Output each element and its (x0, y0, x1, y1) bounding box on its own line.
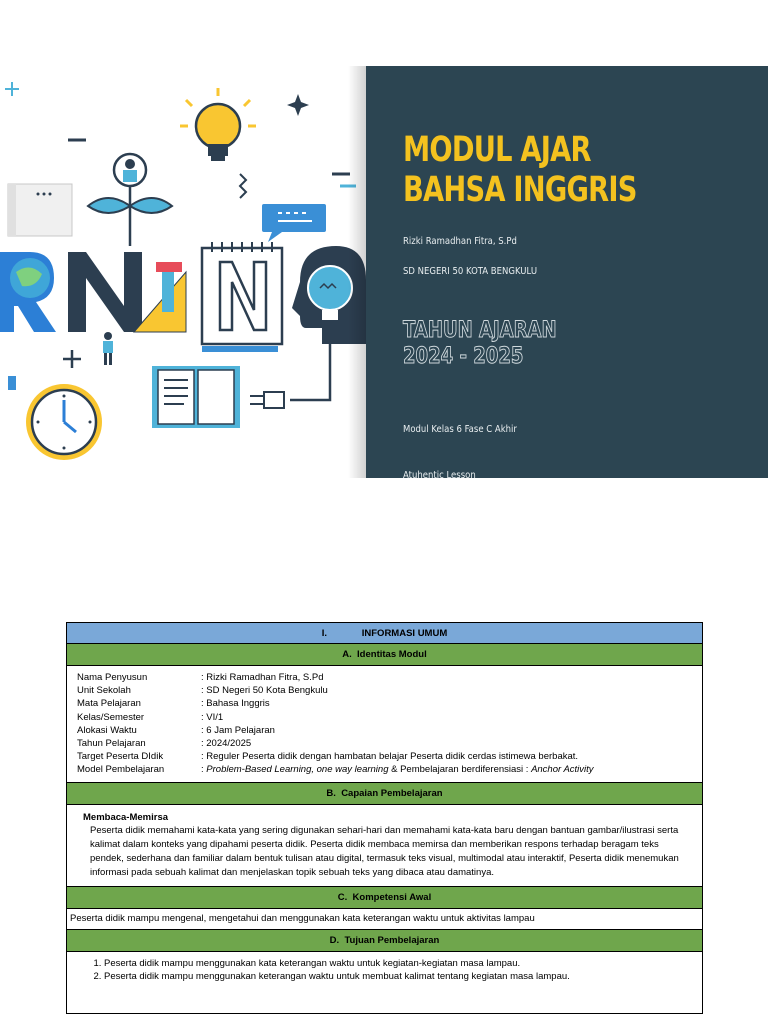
cover-title-line2: BAHSA INGGRIS (403, 170, 637, 210)
identitas-content (67, 666, 703, 783)
sparkle-icon (5, 82, 19, 96)
identitas-value: : Reguler Peserta didik dengan hambatan belajar Peserta didik cerdas istimewa berbakat. (201, 751, 579, 763)
identitas-num: A. (342, 649, 352, 660)
model-prefix: : (201, 764, 207, 776)
identitas-row (77, 750, 692, 763)
identitas-header (67, 644, 703, 666)
capaian-subtitle: Membaca-Memirsa (83, 811, 169, 823)
tujuan-title: Tujuan Pembelajaran (344, 934, 440, 946)
kompetensi-header (67, 886, 703, 908)
person-icon (88, 154, 172, 246)
identitas-row (77, 671, 692, 684)
learning-illustration (0, 66, 366, 478)
identitas-value: : SD Negeri 50 Kota Bengkulu (201, 685, 328, 697)
plug-icon (250, 392, 284, 408)
plus-icon (63, 350, 81, 368)
cover-year-range: 2024 - 2025 (403, 344, 524, 369)
kompetensi-num: C. (337, 891, 348, 903)
identitas-row (77, 737, 692, 750)
identitas-value: : 2024/2025 (201, 738, 252, 750)
document-icon (8, 184, 72, 236)
identitas-value-model (201, 763, 692, 776)
capaian-header (67, 782, 703, 804)
identitas-label: Tahun Pelajaran (77, 738, 146, 750)
tujuan-header (67, 929, 703, 951)
capaian-title: Capaian Pembelajaran (341, 787, 443, 799)
cover-year-label: TAHUN AJARAN (403, 318, 557, 343)
lightbulb-icon (180, 88, 256, 161)
identitas-row (77, 711, 692, 724)
identitas-row (77, 697, 692, 710)
model-middle: & Pembelajaran berdiferensiasi : (388, 764, 532, 776)
kompetensi-content: Peserta didik mampu mengenal, mengetahui dan menggunakan kata keterangan waktu untuk aktivitas lampau (67, 908, 703, 929)
identitas-label: Mata Pelajaran (77, 698, 141, 710)
tujuan-num: D. (329, 934, 340, 946)
cover-title (403, 130, 637, 210)
identitas-row (77, 724, 692, 737)
capaian-num: B. (326, 787, 336, 799)
identitas-value: : Rizki Ramadhan Fitra, S.Pd (201, 672, 324, 683)
identitas-row (77, 684, 692, 697)
cover-year (403, 318, 557, 370)
identitas-value: : VI/1 (201, 711, 224, 723)
identitas-label: Unit Sekolah (77, 685, 131, 697)
cover-title-line1: MODUL AJAR (403, 130, 591, 170)
book-icon (152, 366, 240, 428)
cover-school: SD NEGERI 50 KOTA BENGKULU (403, 266, 538, 277)
capaian-content (67, 804, 703, 886)
section-header (67, 623, 703, 644)
tujuan-item: 2. Peserta didik mampu menggunakan keterangan waktu untuk membuat kalimat tentang kegiatan masa lampau. (104, 970, 702, 983)
informasi-umum-table (66, 622, 703, 1014)
identitas-label: Model Pembelajaran (77, 764, 165, 776)
tujuan-item: 1. Peserta didik mampu menggunakan kata keterangan waktu untuk kegiatan-kegiatan masa lampau. (104, 957, 702, 970)
cover-author: Rizki Ramadhan Fitra, S.Pd (403, 236, 517, 247)
model-italic-1: Problem-Based Learning, one way learning (206, 764, 389, 776)
section-header-row (67, 623, 703, 644)
identitas-row-model (77, 763, 692, 776)
section-number: I. (321, 627, 328, 639)
identitas-value: : 6 Jam Pelajaran (201, 724, 275, 736)
chat-bubble-icon (262, 204, 326, 242)
identitas-label: Kelas/Semester (77, 711, 145, 723)
cover-illustration (0, 66, 366, 478)
model-italic-2: Anchor Activity (531, 764, 594, 776)
cover-grade: Modul Kelas 6 Fase C Akhir (403, 424, 517, 435)
tujuan-list (67, 957, 702, 983)
capaian-text: Peserta didik memahami kata-kata yang sering digunakan sehari-hari dan memahami kata-kata baru dengan bantuan gambar/ilustrasi serta kalimat dalam konteks yang dipahami peserta didik. Peserta didik membaca memirsa dan memberikan respons terhadap beragam teks pendek, sederhana dan familiar dalam bentuk tulisan atau digital, termasuk teks visual, multimodal atau interaktif, Peserta didik menemukan informasi pada sebuah kalimat dan menjelaskan topik sebuah teks yang dibaca atau damatinya. (90, 824, 679, 878)
star-icon (287, 94, 309, 116)
cover-image (0, 66, 768, 478)
letter-n (68, 252, 142, 332)
identitas-value: : Bahasa Inggris (201, 698, 270, 710)
identitas-label: Target Peserta DIdik (77, 751, 164, 763)
identitas-label: Alokasi Waktu (77, 724, 137, 736)
kompetensi-title: Kompetensi Awal (352, 891, 432, 903)
notepad-icon (202, 242, 282, 352)
cover-panel (366, 66, 768, 478)
small-person-icon (103, 332, 113, 365)
identitas-label: Nama Penyusun (77, 672, 148, 683)
tujuan-content (67, 951, 703, 1013)
section-title: INFORMASI UMUM (361, 627, 448, 639)
cover-lesson: Atuhentic Lesson (403, 470, 476, 478)
clock-icon (26, 384, 102, 460)
letter-r (0, 252, 56, 332)
identitas-title: Identitas Modul (357, 649, 427, 660)
